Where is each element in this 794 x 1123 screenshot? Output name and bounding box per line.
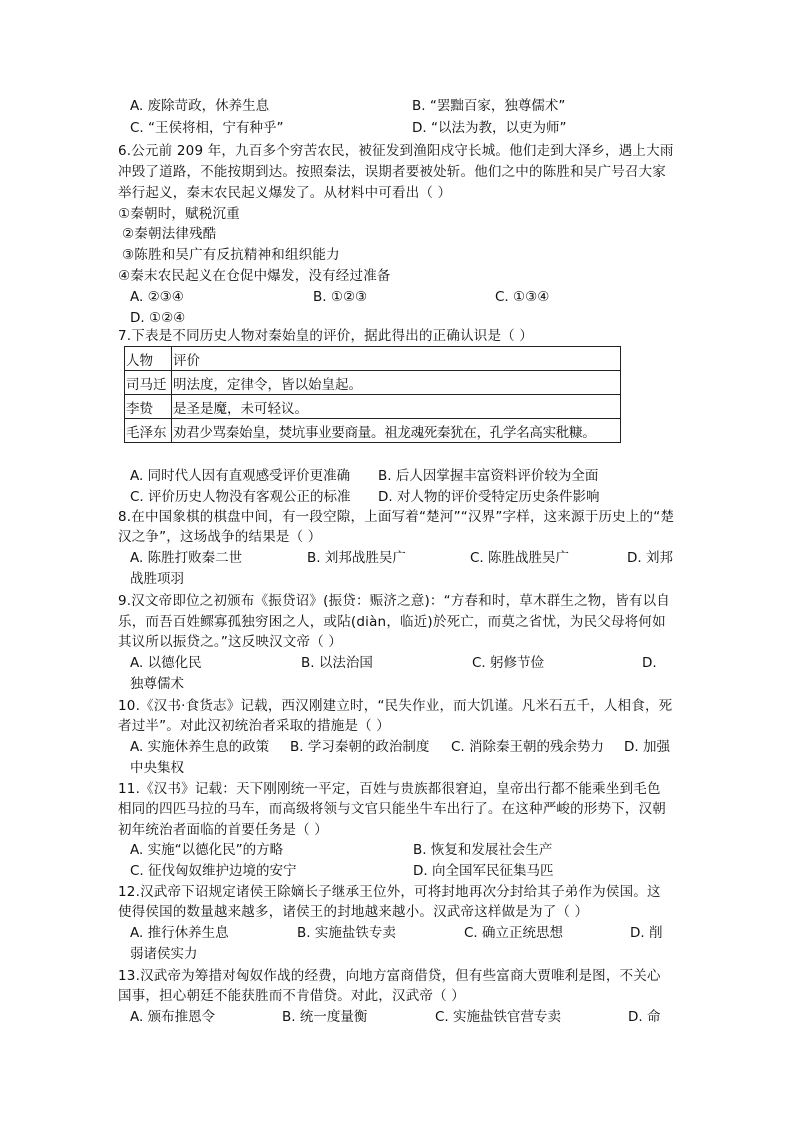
q12-option-d-continued: 弱诸侯实力	[130, 946, 198, 962]
table-cell-person: 司马迁	[125, 371, 172, 395]
q11-stem-line: 相同的四匹马拉的马车，而高级将领与文官只能坐牛车出行了。在这种严峻的形势下，汉朝	[118, 801, 666, 817]
q12-stem-line: 12.汉武帝下诏规定诸侯王除嫡长子继承王位外，可将封地再次分封给其子弟作为侯国。这	[118, 884, 661, 900]
q10-option-a: A. 实施休养生息的政策	[130, 739, 270, 755]
table-cell-person: 毛泽东	[125, 419, 172, 443]
q9-stem-line: 其议所以振贷之。”这反映汉文帝（ ）	[118, 634, 343, 650]
q8-stem-line: 汉之争”，这场战争的结果是（ ）	[118, 529, 322, 545]
table-cell-evaluation: 是圣是魔，未可轻议。	[172, 395, 621, 419]
q9-stem-line: 9.汉文帝即位之初颁布《振贷诏》(振贷：赈济之意)：“方春和时，草木群生之物，皆有以自	[118, 593, 671, 609]
q9-stem-line: 乐，而吾百姓鳏寡孤独穷困之人，或阽(diàn，临近)於死亡，而莫之省忧，为民父母将何如	[118, 614, 666, 630]
table-cell-evaluation: 劝君少骂秦始皇，焚坑事业要商量。祖龙魂死秦犹在，孔学名高实秕糠。	[172, 419, 621, 443]
table-cell-evaluation: 明法度，定律令，皆以始皇起。	[172, 371, 621, 395]
q6-statement: ③陈胜和吴广有反抗精神和组织能力	[122, 247, 340, 263]
q7-option-b: B. 后人因掌握丰富资料评价较为全面	[378, 468, 599, 484]
table-row	[125, 419, 621, 443]
q8-option-b: B. 刘邦战胜吴广	[307, 550, 406, 566]
q10-option-b: B. 学习秦朝的政治制度	[290, 739, 430, 755]
q10-option-d-continued: 中央集权	[130, 760, 184, 776]
q12-option-b: B. 实施盐铁专卖	[297, 925, 396, 941]
q10-stem-line: 者过半”。对此汉初统治者采取的措施是（ ）	[118, 718, 390, 734]
q7-stem: 7.下表是不同历史人物对秦始皇的评价，据此得出的正确认识是（ ）	[118, 328, 534, 344]
q13-stem-line: 13.汉武帝为筹措对匈奴作战的经费，向地方富商借贷，但有些富商大贾唯利是图，不关心	[118, 968, 661, 984]
q6-option-a: A. ②③④	[130, 289, 184, 305]
q8-option-d-continued: 战胜项羽	[130, 571, 184, 587]
q9-option-c: C. 躬修节俭	[472, 655, 545, 671]
table-cell-person: 李贽	[125, 395, 172, 419]
evaluation-table	[124, 346, 621, 443]
q5-option-d: D. “以法为教，以吏为师”	[412, 120, 567, 136]
q6-option-c: C. ①③④	[495, 289, 550, 305]
q9-option-d: D.	[642, 655, 657, 671]
q5-option-c: C. “王侯将相，宁有种乎”	[130, 120, 284, 136]
table-row	[125, 395, 621, 419]
q8-option-d: D. 刘邦	[627, 550, 673, 566]
q9-option-a: A. 以德化民	[130, 655, 202, 671]
q8-option-c: C. 陈胜战胜吴广	[470, 550, 570, 566]
q9-option-b: B. 以法治国	[301, 655, 373, 671]
q11-option-b: B. 恢复和发展社会生产	[413, 842, 553, 858]
q5-option-a: A. 废除苛政，休养生息	[130, 98, 270, 114]
q11-stem-line: 11.《汉书》记载：天下刚刚统一平定，百姓与贵族都很窘迫，皇帝出行都不能乘坐到毛色	[118, 781, 661, 797]
q9-option-d-continued: 独尊儒术	[130, 676, 184, 692]
q8-option-a: A. 陈胜打败秦二世	[130, 550, 243, 566]
q12-option-d: D. 削	[630, 925, 663, 941]
q10-stem-line: 10.《汉书·食货志》记载，西汉刚建立时，“民失作业，而大饥谨。凡米石五千，人相食，死	[118, 698, 673, 714]
q6-statement: ②秦朝法律残酷	[122, 226, 217, 242]
q6-stem-line: 举行起义，秦末农民起义爆发了。从材料中可看出（ ）	[118, 185, 452, 201]
q11-stem-line: 初年统治者面临的首要任务是（ ）	[118, 822, 328, 838]
table-header-cell: 评价	[172, 347, 621, 371]
q13-stem-line: 国事，担心朝廷不能获胜而不肯借贷。对此，汉武帝（ ）	[118, 988, 465, 1004]
table-header-cell: 人物	[125, 347, 172, 371]
q7-option-a: A. 同时代人因有直观感受评价更准确	[130, 468, 351, 484]
q6-option-b: B. ①②③	[313, 289, 368, 305]
q13-option-c: C. 实施盐铁官营专卖	[435, 1009, 562, 1025]
q6-stem-line: 6.公元前 209 年，九百多个穷苦农民，被征发到渔阳戍守长城。他们走到大泽乡，遇上大雨	[118, 143, 674, 159]
table-row	[125, 371, 621, 395]
q6-statement: ④秦末农民起义在仓促中爆发，没有经过准备	[118, 268, 391, 284]
q8-stem-line: 8.在中国象棋的棋盘中间，有一段空隙，上面写着“楚河”“汉界”字样，这来源于历史上的“楚	[118, 509, 675, 525]
q10-option-d: D. 加强	[624, 739, 670, 755]
q11-option-d: D. 向全国军民征集马匹	[413, 863, 554, 879]
q12-stem-line: 使得侯国的数量越来越多，诸侯王的封地越来越小。汉武帝这样做是为了（ ）	[118, 904, 589, 920]
q6-stem-line: 冲毁了道路，不能按期到达。按照秦法，误期者要被处斩。他们之中的陈胜和吴广号召大家	[118, 164, 666, 180]
q7-option-c: C. 评价历史人物没有客观公正的标准	[130, 489, 351, 505]
q11-option-a: A. 实施“以德化民”的方略	[130, 842, 284, 858]
q13-option-d: D. 命	[628, 1009, 661, 1025]
q13-option-a: A. 颁布推恩令	[130, 1009, 216, 1025]
q7-option-d: D. 对人物的评价受特定历史条件影响	[378, 489, 600, 505]
table-header-row	[125, 347, 621, 371]
q12-option-c: C. 确立正统思想	[464, 925, 564, 941]
q5-option-b: B. “罢黜百家，独尊儒术”	[412, 98, 566, 114]
q11-option-c: C. 征伐匈奴维护边境的安宁	[130, 863, 297, 879]
q6-option-d: D. ①②④	[130, 310, 186, 326]
q13-option-b: B. 统一度量衡	[282, 1009, 368, 1025]
q12-option-a: A. 推行休养生息	[130, 925, 229, 941]
q10-option-c: C. 消除秦王朝的残余势力	[451, 739, 605, 755]
q6-statement: ①秦朝时，赋税沉重	[118, 206, 240, 222]
